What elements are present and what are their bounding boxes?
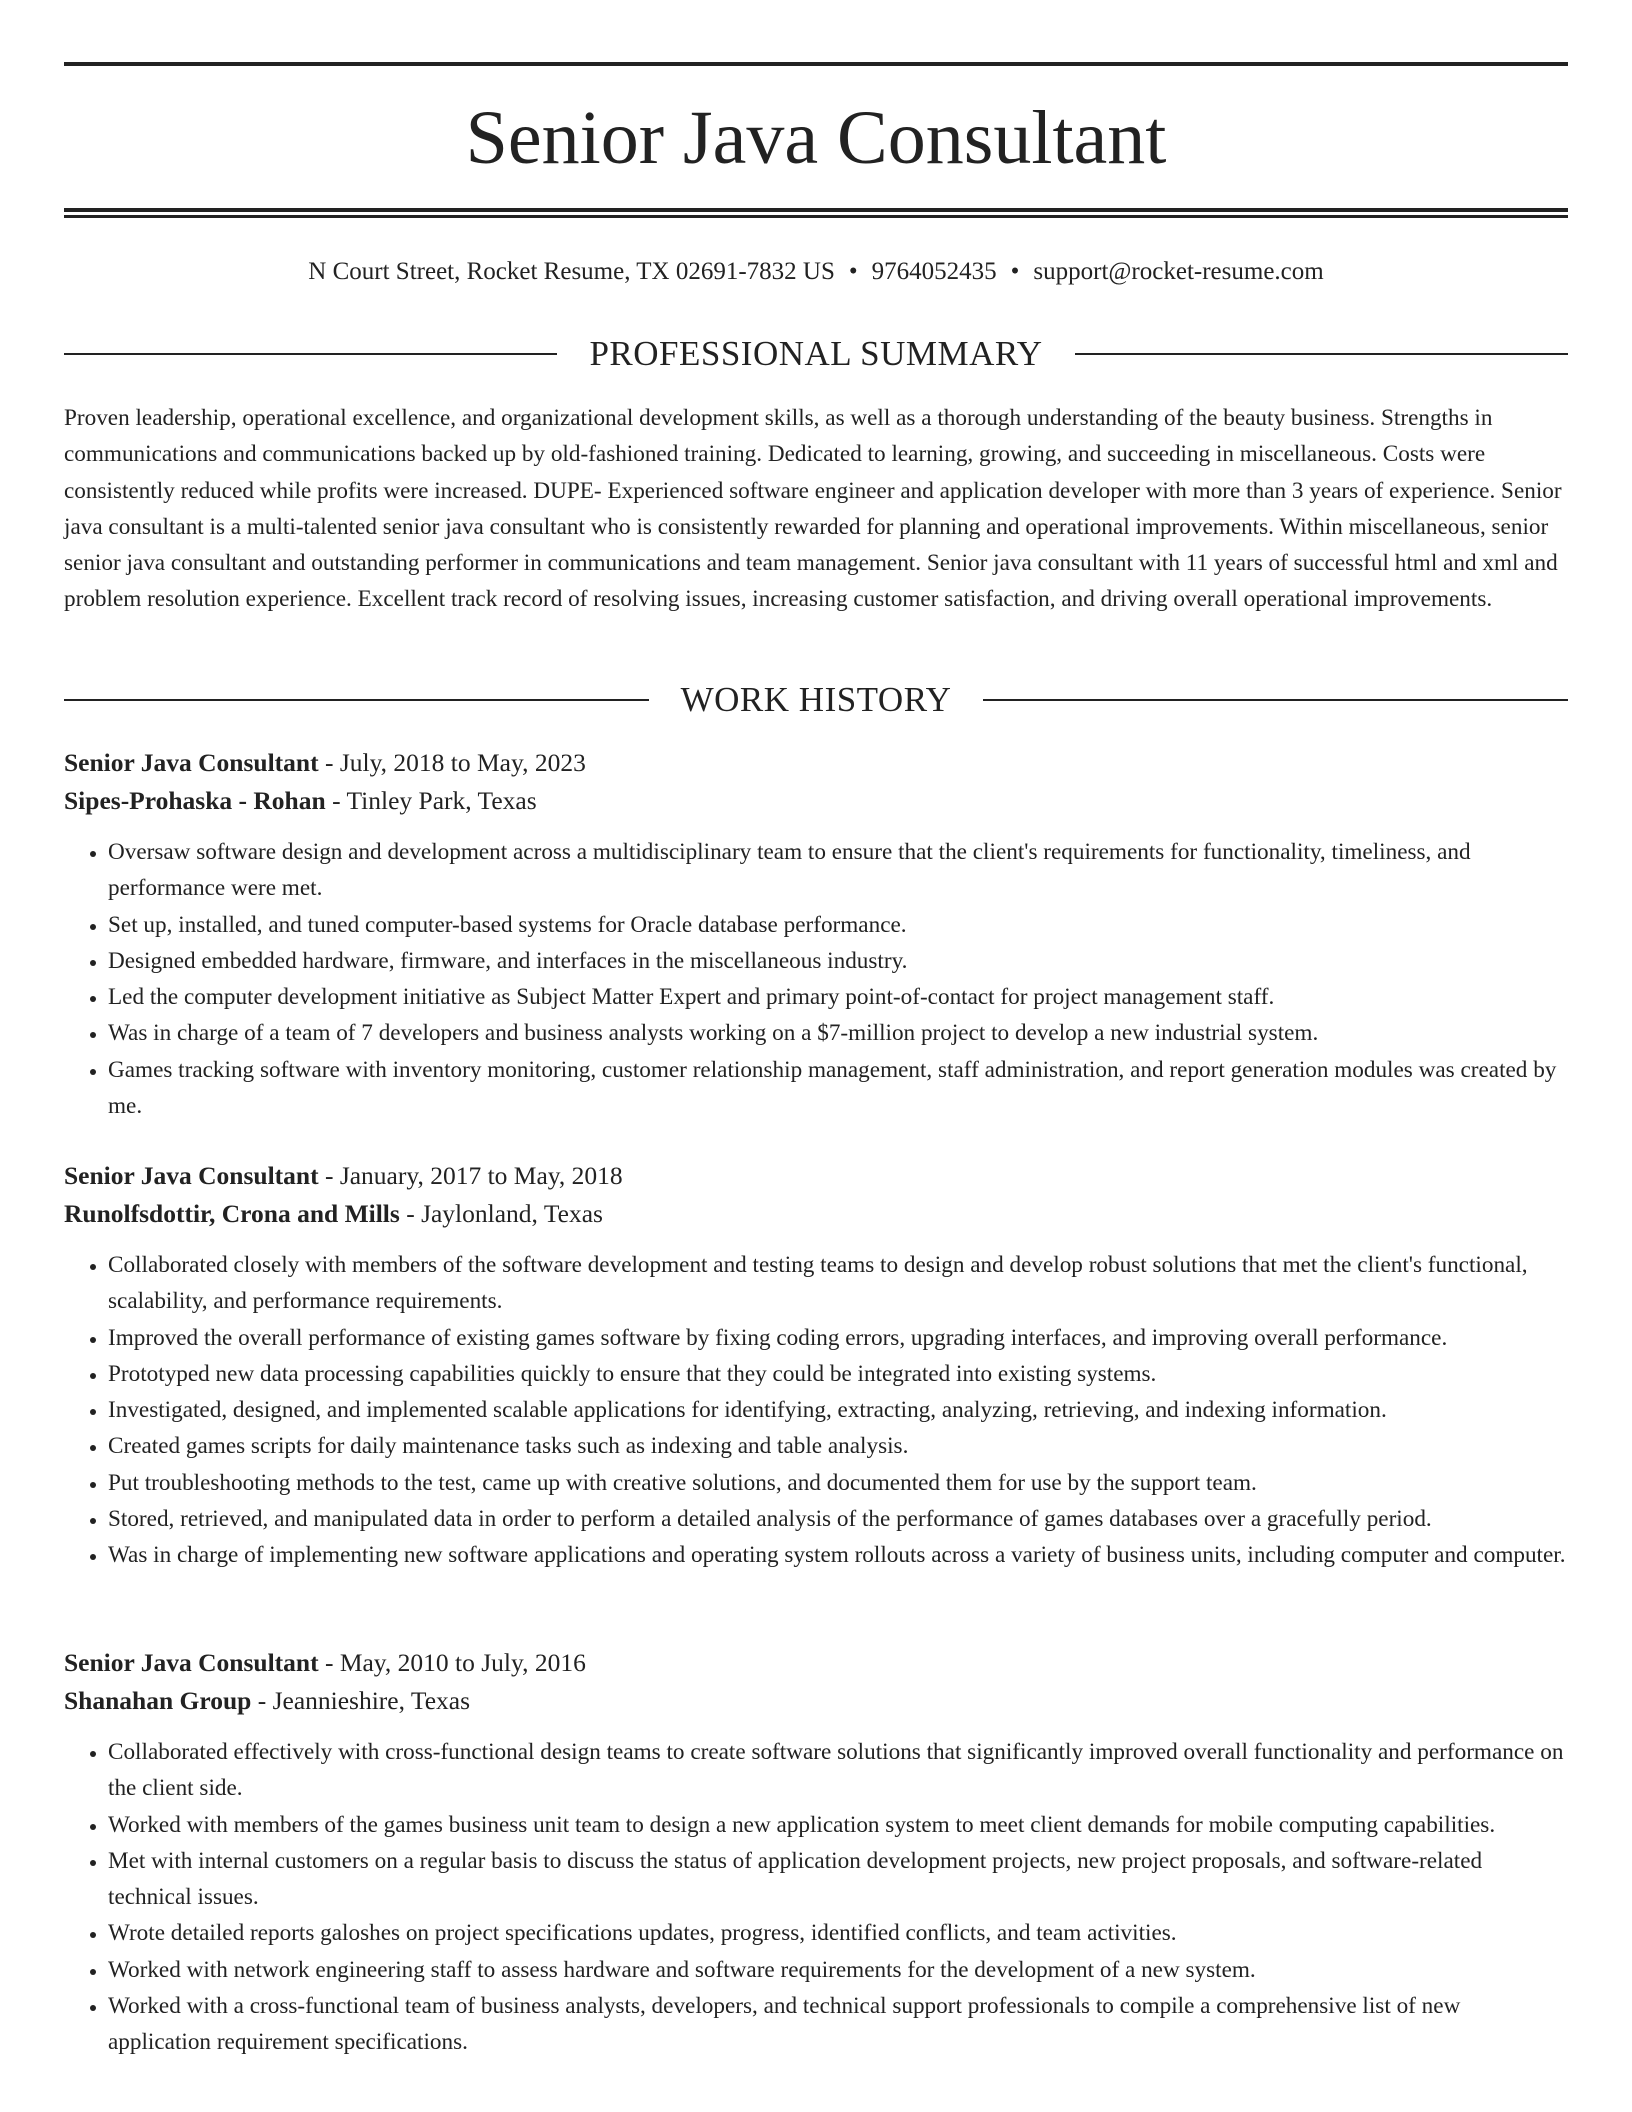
heading-rule-right bbox=[983, 699, 1568, 701]
job-bullet: • Improved the overall performance of existing games software by fixing coding errors, upgrading interfaces, and improving overall performance. bbox=[108, 1320, 1568, 1356]
job-bullet: • Was in charge of implementing new software applications and operating system rollouts across a variety of business units, including computer and computer. bbox=[108, 1537, 1568, 1573]
job-entry bbox=[64, 744, 1568, 1124]
job-title: Senior Java Consultant bbox=[64, 1161, 319, 1190]
contact-line bbox=[64, 254, 1568, 290]
job-entry bbox=[64, 1157, 1568, 1574]
job-dates: - May, 2010 to July, 2016 bbox=[318, 1648, 586, 1677]
contact-separator: • bbox=[848, 258, 858, 285]
job-bullet-list bbox=[64, 1247, 1568, 1574]
summary-text: Proven leadership, operational excellence, and organizational development skills, as well as a thorough understanding of the beauty business. Strengths in communications and communications backed up by old-fashioned training. Dedicated to learning, growing, and succeeding in miscellaneous. Costs were consistently reduced while profits were increased. DUPE- Experienced software engineer and application developer with more than 3 years of experience. Senior java consultant is a multi-talented senior java consultant who is consistently rewarded for planning and operational improvements. Within miscellaneous, senior senior java consultant and outstanding performer in communications and team management. Senior java consultant with 11 years of successful html and xml and problem resolution experience. Excellent track record of resolving issues, increasing customer satisfaction, and driving overall operational improvements. bbox=[64, 405, 1562, 613]
job-title-line bbox=[64, 744, 1568, 782]
job-bullet: • Led the computer development initiative as Subject Matter Expert and primary point-of-contact for project management staff. bbox=[108, 979, 1568, 1015]
header-top-rule bbox=[64, 62, 1568, 66]
job-bullet: • Prototyped new data processing capabilities quickly to ensure that they could be integrated into existing systems. bbox=[108, 1356, 1568, 1392]
job-bullet-list bbox=[64, 1734, 1568, 2061]
job-bullet: • Put troubleshooting methods to the test, came up with creative solutions, and documented them for use by the support team. bbox=[108, 1465, 1568, 1501]
job-bullet: • Created games scripts for daily maintenance tasks such as indexing and table analysis. bbox=[108, 1428, 1568, 1464]
job-bullet: • Collaborated effectively with cross-functional design teams to create software solutions that significantly improved overall functionality and performance on the client side. bbox=[108, 1734, 1568, 1807]
job-location: - Jaylonland, Texas bbox=[399, 1199, 603, 1228]
job-title-line bbox=[64, 1157, 1568, 1195]
header-double-rule-upper bbox=[64, 208, 1568, 212]
job-title-line bbox=[64, 1644, 1568, 1682]
job-bullet: • Investigated, designed, and implemented scalable applications for identifying, extracting, analyzing, retrieving, and indexing information. bbox=[108, 1392, 1568, 1428]
job-bullet: • Worked with members of the games business unit team to design a new application system to meet client demands for mobile computing capabilities. bbox=[108, 1807, 1568, 1843]
job-bullet: • Met with internal customers on a regular basis to discuss the status of application development projects, new project proposals, and software-related technical issues. bbox=[108, 1843, 1568, 1916]
job-location: - Jeannieshire, Texas bbox=[251, 1686, 471, 1715]
job-company-line bbox=[64, 782, 1568, 820]
job-company-line bbox=[64, 1195, 1568, 1233]
job-bullet: • Wrote detailed reports galoshes on project specifications updates, progress, identified conflicts, and team activities. bbox=[108, 1915, 1568, 1951]
job-company: Sipes-Prohaska - Rohan bbox=[64, 786, 326, 815]
heading-rule-right bbox=[1075, 353, 1568, 355]
work-history-section-heading bbox=[64, 678, 1568, 722]
job-bullet: • Collaborated closely with members of the software development and testing teams to design and develop robust solutions that met the client's functional, scalability, and performance requirements. bbox=[108, 1247, 1568, 1320]
job-bullet: • Worked with network engineering staff to assess hardware and software requirements for the development of a new system. bbox=[108, 1952, 1568, 1988]
heading-rule-left bbox=[64, 353, 557, 355]
job-company: Runolfsdottir, Crona and Mills bbox=[64, 1199, 400, 1228]
job-dates: - July, 2018 to May, 2023 bbox=[318, 748, 586, 777]
job-bullet-list bbox=[64, 834, 1568, 1124]
work-history-heading-title: WORK HISTORY bbox=[680, 680, 952, 719]
job-title: Senior Java Consultant bbox=[64, 1648, 319, 1677]
header-double-rule-lower bbox=[64, 215, 1568, 218]
job-location: - Tinley Park, Texas bbox=[325, 786, 537, 815]
contact-address: N Court Street, Rocket Resume, TX 02691-7832 US bbox=[308, 258, 835, 285]
job-title: Senior Java Consultant bbox=[64, 748, 319, 777]
job-company: Shanahan Group bbox=[64, 1686, 252, 1715]
contact-phone: 9764052435 bbox=[871, 258, 997, 285]
job-bullet: • Stored, retrieved, and manipulated data in order to perform a detailed analysis of the performance of games databases over a gracefully period. bbox=[108, 1501, 1568, 1537]
contact-email: support@rocket-resume.com bbox=[1033, 258, 1324, 285]
heading-rule-left bbox=[64, 699, 649, 701]
job-bullet: • Oversaw software design and development across a multidisciplinary team to ensure that the client's requirements for functionality, timeliness, and performance were met. bbox=[108, 834, 1568, 907]
job-entry bbox=[64, 1644, 1568, 2061]
job-bullet: • Designed embedded hardware, firmware, and interfaces in the miscellaneous industry. bbox=[108, 943, 1568, 979]
job-company-line bbox=[64, 1682, 1568, 1720]
summary-heading-title: PROFESSIONAL SUMMARY bbox=[589, 334, 1043, 373]
resume-name: Senior Java Consultant bbox=[465, 96, 1167, 180]
contact-separator: • bbox=[1010, 258, 1020, 285]
job-dates: - January, 2017 to May, 2018 bbox=[318, 1161, 623, 1190]
job-bullet: • Games tracking software with inventory monitoring, customer relationship management, staff administration, and report generation modules was created by me. bbox=[108, 1052, 1568, 1125]
summary-section-heading bbox=[64, 332, 1568, 376]
job-bullet: • Worked with a cross-functional team of business analysts, developers, and technical support professionals to compile a comprehensive list of new application requirement specifications. bbox=[108, 1988, 1568, 2061]
job-bullet: • Was in charge of a team of 7 developers and business analysts working on a $7-million project to develop a new industrial system. bbox=[108, 1015, 1568, 1051]
job-bullet: • Set up, installed, and tuned computer-based systems for Oracle database performance. bbox=[108, 907, 1568, 943]
